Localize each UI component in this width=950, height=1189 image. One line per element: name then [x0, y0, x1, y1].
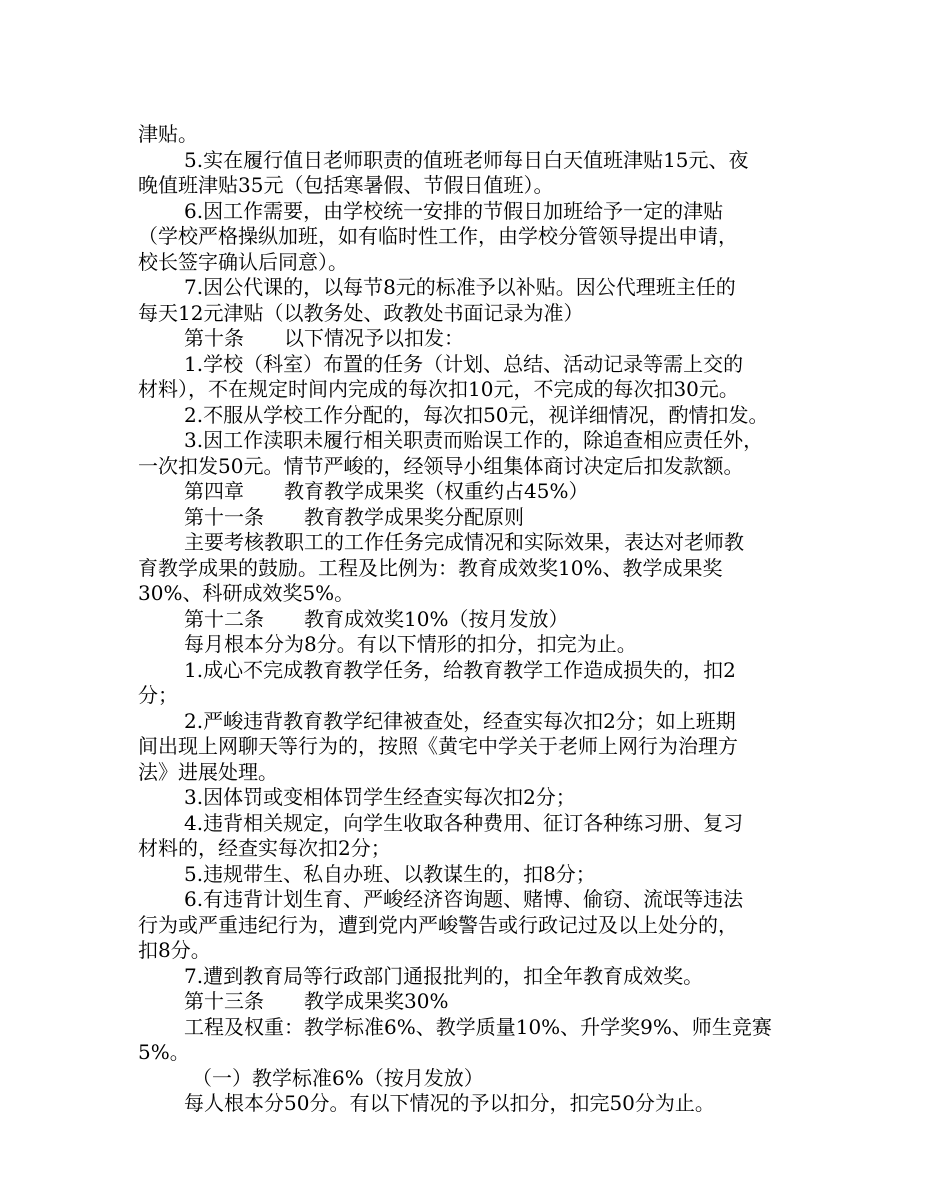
text-line: 津贴。 [138, 122, 198, 146]
text-line: 3.因工作渎职未履行相关职责而贻误工作的，除追查相应责任外， [184, 428, 764, 452]
article-heading [184, 989, 818, 1013]
text-line: 扣8分。 [138, 938, 211, 962]
text-line: 每天12元津贴（以教务处、政教处书面记录为准） [138, 301, 584, 325]
chapter-heading [184, 479, 818, 503]
text-line: 2.不服从学校工作分配的，每次扣50元，视详细情况，酌情扣发。 [184, 403, 769, 427]
text-line: 1.成心不完成教育教学任务，给教育教学工作造成损失的，扣2 [184, 658, 736, 682]
article-title: 以下情况予以扣发： [284, 326, 464, 350]
article-title: 教育教学成果奖分配原则 [304, 505, 524, 529]
text-line: 主要考核教职工的工作任务完成情况和实际效果，表达对老师教 [184, 530, 744, 554]
text-line: 5.违规带生、私自办班、以教谋生的，扣8分； [184, 862, 596, 886]
text-line: 3.因体罚或变相体罚学生经查实每次扣2分； [184, 785, 576, 809]
article-title: 教育成效奖10%（按月发放） [304, 607, 569, 631]
text-line: 2.严峻违背教育教学纪律被查处，经查实每次扣2分；如上班期 [184, 709, 736, 733]
article-number: 第十条 [184, 326, 244, 350]
text-line: 分； [138, 683, 178, 707]
text-line: 校长签字确认后同意）。 [138, 250, 348, 274]
text-line: 1.学校（科室）布置的任务（计划、总结、活动记录等需上交的 [184, 352, 744, 376]
text-line: 工程及权重：教学标准6%、教学质量10%、升学奖9%、师生竞赛 [184, 1015, 772, 1039]
text-line: （学校严格操纵加班，如有临时性工作，由学校分管领导提出申请， [138, 224, 738, 248]
chapter-title: 教育教学成果奖（权重约占45%） [284, 479, 589, 503]
text-line: 5%。 [138, 1040, 190, 1064]
text-line: 一次扣发50元。情节严峻的，经领导小组集体商讨决定后扣发款额。 [138, 454, 744, 478]
article-number: 第十三条 [184, 989, 264, 1013]
text-line: 7.因公代课的，以每节8元的标准予以补贴。因公代理班主任的 [184, 275, 736, 299]
text-line: 材料），不在规定时间内完成的每次扣10元，不完成的每次扣30元。 [138, 377, 739, 401]
text-line: 间出现上网聊天等行为的，按照《黄宅中学关于老师上网行为治理方 [138, 734, 738, 758]
text-line: 育教学成果的鼓励。工程及比例为：教育成效奖10%、教学成果奖 [138, 556, 723, 580]
text-line: 每人根本分50分。有以下情况的予以扣分，扣完50分为止。 [184, 1091, 715, 1115]
text-line: 材料的，经查实每次扣2分； [138, 836, 391, 860]
article-heading [184, 607, 818, 631]
article-heading [184, 326, 818, 350]
text-line: 晚值班津贴35元（包括寒暑假、节假日值班）。 [138, 173, 554, 197]
article-title: 教学成果奖30% [304, 989, 449, 1013]
text-line: 行为或严重违纪行为，遭到党内严峻警告或行政记过及以上处分的， [138, 913, 738, 937]
article-number: 第十一条 [184, 505, 264, 529]
section-heading: （一）教学标准6%（按月发放） [192, 1066, 484, 1090]
text-line: 6.因工作需要，由学校统一安排的节假日加班给予一定的津贴 [184, 199, 724, 223]
chapter-number: 第四章 [184, 479, 244, 503]
text-line: 法》进展处理。 [138, 760, 278, 784]
text-line: 5.实在履行值日老师职责的值班老师每日白天值班津贴15元、夜 [184, 148, 749, 172]
article-heading [184, 505, 818, 529]
text-line: 6.有违背计划生育、严峻经济咨询题、赌博、偷窃、流氓等违法 [184, 887, 744, 911]
text-line: 7.遭到教育局等行政部门通报批判的，扣全年教育成效奖。 [184, 964, 704, 988]
text-line: 每月根本分为8分。有以下情形的扣分，扣完为止。 [184, 632, 637, 656]
text-line: 30%、科研成效奖5%。 [138, 581, 355, 605]
article-number: 第十二条 [184, 607, 264, 631]
text-line: 4.违背相关规定，向学生收取各种费用、征订各种练习册、复习 [184, 811, 744, 835]
